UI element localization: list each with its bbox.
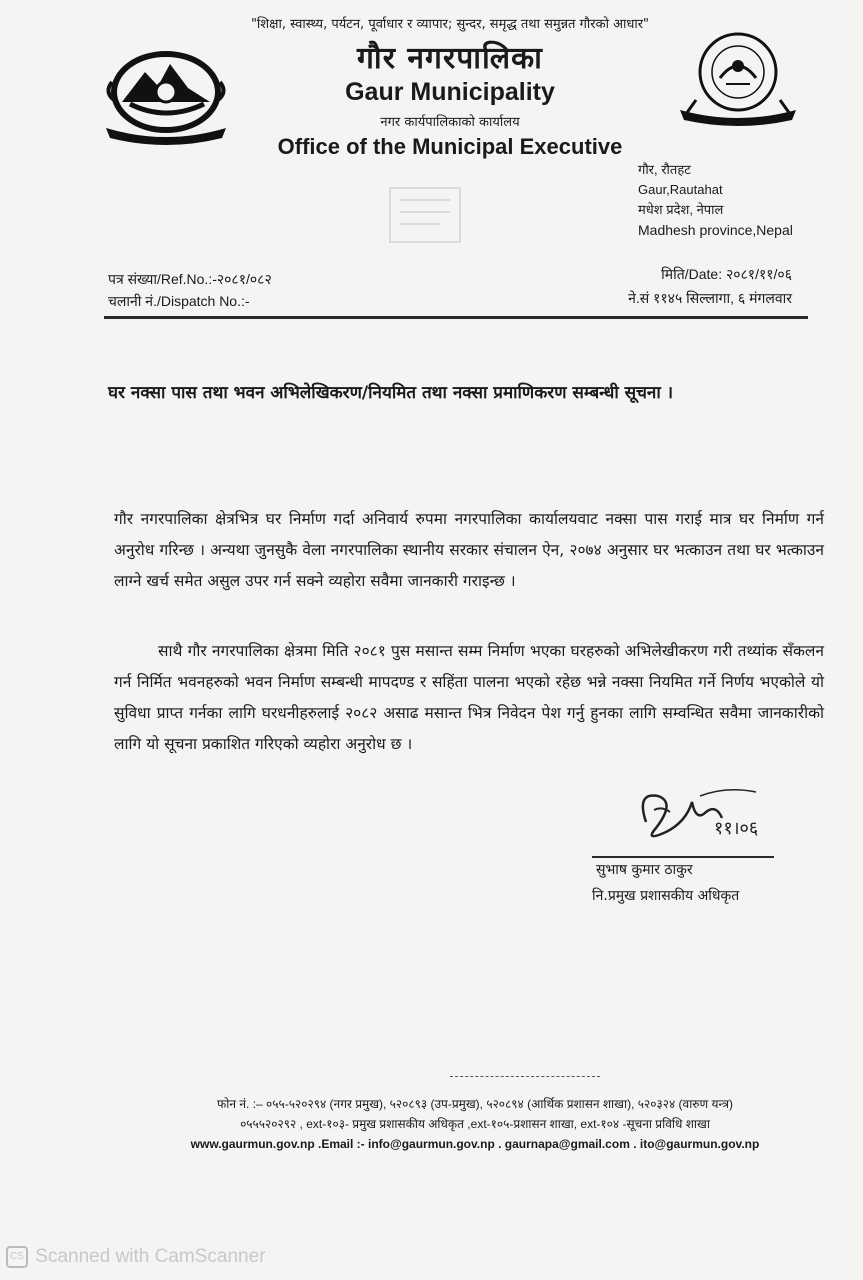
signer-title: नि.प्रमुख प्रशासकीय अधिकृत xyxy=(592,888,740,904)
address-block xyxy=(638,160,858,240)
header-divider xyxy=(104,316,808,319)
letter-date: मिति/Date: २०८१/११/०६ xyxy=(661,266,792,282)
handwritten-date: ११।०६ xyxy=(714,818,759,839)
office-name-english: Office of the Municipal Executive xyxy=(277,134,623,159)
body-paragraph-2: साथै गौर नगरपालिका क्षेत्रमा मिति २०८१ पुस मसान्त सम्म निर्माण भएका घरहरुको अभिलेखीकरण गरी तथ्यांक सँकलन गर्न निर्मित भवनहरुको भवन निर्माण सम्बन्धी मापदण्ड र सहिंता पालना भएको रहेछ भन्ने नक्सा नियमित गर्ने निर्णय भएकोले यो सुविधा प्राप्त गर्नका लागि घरधनीहरुलाई २०८२ असाढ मसान्त भित्र निवेदन पेश गर्नु हुनका लागि सम्वन्धित सवैमा जानकारीको लागि यो सूचना प्रकाशित गरिएको व्यहोरा अनुरोध छ । xyxy=(114,642,824,753)
date-block xyxy=(560,262,792,310)
footer-divider xyxy=(450,1076,600,1078)
address-line-2: Gaur,Rautahat xyxy=(638,182,723,197)
body-paragraph-1: गौर नगरपालिका क्षेत्रभित्र घर निर्माण गर्दा अनिवार्य रुपमा नगरपालिका कार्यालयवाट नक्सा पास गराई मात्र घर निर्माण गर्न अनुरोध गरिन्छ । अन्यथा जुनसुकै वेला नगरपालिका स्थानीय सरकार संचालन ऐन, २०७४ अनुसार घर भत्काउन तथा घर भत्काउन लाग्ने खर्च समेत असुल उपर गर्न सक्ने व्यहोरा सवैमा जानकारी गराइन्छ । xyxy=(114,510,824,590)
gaur-municipality-seal-icon xyxy=(676,26,800,130)
camscanner-text: Scanned with CamScanner xyxy=(35,1246,266,1268)
dispatch-number: चलानी नं./Dispatch No.:- xyxy=(108,293,250,309)
nepal-sambat-date: ने.सं ११४५ सिल्लागा, ६ मंगलवार xyxy=(628,290,792,306)
faint-seal-impression xyxy=(380,180,470,250)
camscanner-logo-icon: CS xyxy=(6,1246,28,1268)
municipality-motto: "शिक्षा, स्वास्थ्य, पर्यटन, पूर्वाधार र व्यापार; सुन्दर, समृद्ध तथा समुन्नत गौरको आधार" xyxy=(250,17,650,32)
address-line-1: गौर, रौतहट xyxy=(638,162,691,177)
footer-web-line: www.gaurmun.gov.np .Email :- info@gaurmun.gov.np . gaurnapa@gmail.com . ito@gaurmun.gov.np xyxy=(190,1137,760,1151)
address-line-3: मधेश प्रदेश, नेपाल xyxy=(638,202,724,217)
footer-ext-line: ०५५५२०२९२ , ext-१०३- प्रमुख प्रशासकीय अधिकृत ,ext-१०५-प्रशासन शाखा, ext-१०४ -सूचना प्रविधि शाखा xyxy=(240,1117,710,1131)
office-name-nepali: नगर कार्यपालिकाको कार्यालय xyxy=(380,115,520,130)
reference-block xyxy=(108,268,272,312)
address-line-4: Madhesh province,Nepal xyxy=(638,222,793,238)
footer-phone-line: फोन नं. :– ०५५-५२०२९४ (नगर प्रमुख), ५२०८९३ (उप-प्रमुख), ५२०८९४ (आर्थिक प्रशासन शाखा), ५२०३२४ (वारुण यन्त्र) xyxy=(217,1097,733,1111)
municipality-name-english: Gaur Municipality xyxy=(345,78,555,106)
signature-line xyxy=(592,856,774,858)
camscanner-watermark xyxy=(6,1246,266,1268)
reference-number: पत्र संख्या/Ref.No.:-२०८१/०८२ xyxy=(108,271,272,287)
signer-name: सुभाष कुमार ठाकुर xyxy=(596,862,693,878)
footer-contact xyxy=(120,1094,830,1154)
notice-subject: घर नक्सा पास तथा भवन अभिलेखिकरण/नियमित तथा नक्सा प्रमाणिकरण सम्बन्धी सूचना । xyxy=(108,383,674,403)
municipality-name-nepali: गौर नगरपालिका xyxy=(357,41,543,76)
nepal-government-emblem-icon xyxy=(100,42,232,148)
